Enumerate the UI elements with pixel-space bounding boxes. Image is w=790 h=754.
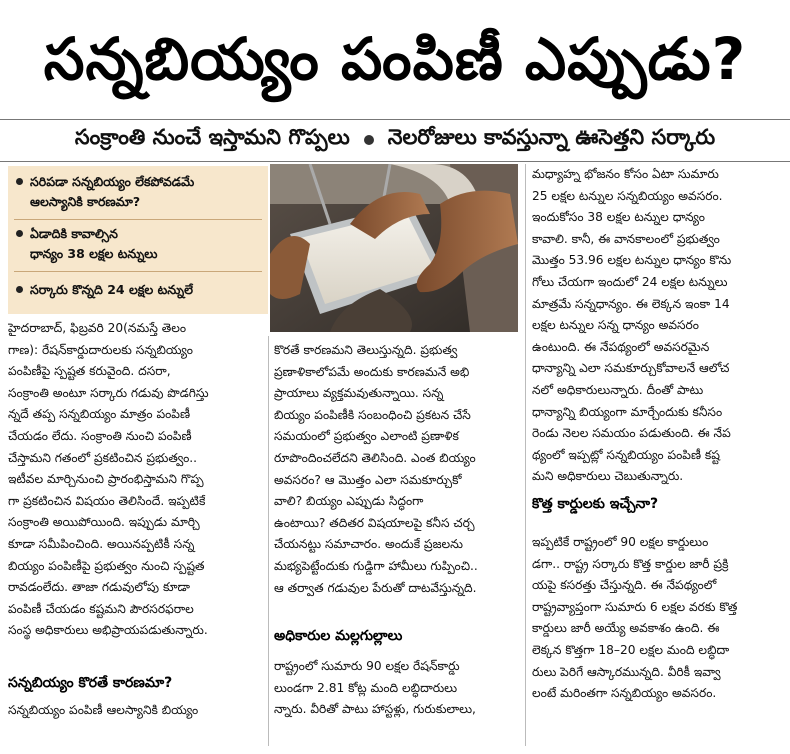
highlight-item xyxy=(8,280,268,304)
text-line: మొత్తం 53.96 లక్షల టన్నుల ధాన్యం కొను xyxy=(532,253,732,268)
divider xyxy=(14,271,262,272)
text-line: ప్రణాళికాలోపమే అందుకు కారణమనే అభి xyxy=(274,364,470,379)
highlights-box xyxy=(8,166,268,314)
text-line: సమయంలో ప్రభుత్వం ఎలాంటి ప్రణాళిక xyxy=(274,429,459,444)
highlight-line: సరిపడా సన్నబియ్యం లేకపోవడమే xyxy=(30,174,195,189)
text-line: న్నారు. వీరితో పాటు హాస్టళ్లు, గురుకులాలు, xyxy=(274,702,476,717)
text-line: ఉంటుంది. ఈ నేపథ్యంలో అవసరమైన xyxy=(532,339,710,354)
text-line: కావాలి. కానీ, ఈ వానకాలంలో ప్రభుత్వం xyxy=(532,231,720,246)
text-line: ప్రాయాలు వ్యక్తమవుతున్నాయి. సన్న xyxy=(274,386,444,401)
subheadline-left: సంక్రాంతి నుంచే ఇస్తామని గొప్పలు xyxy=(74,125,350,149)
text-line: కార్డులు జారీ అయ్యే అవకాశం ఉంది. ఈ xyxy=(532,621,720,636)
text-line: అవసరం? ఆ మొత్తం ఎలా సమకూర్చుకో xyxy=(274,472,462,487)
text-line: గోలు చేయగా ఇందులో 24 లక్షల టన్నులు xyxy=(532,274,728,289)
column-divider xyxy=(525,164,526,746)
text-line: ఉంటాయి? తదితర విషయాలపై కనీస చర్చ xyxy=(274,515,475,530)
text-line: న్నదే తప్ప సన్నబియ్యం మాత్రం పంపిణీ xyxy=(8,407,191,422)
text-line: సంక్రాంతి అంటూ సర్కారు గడువు పొడగిస్తు xyxy=(8,385,209,400)
text-line: సన్నబియ్యం పంపిణీ ఆలస్యానికి బియ్యం xyxy=(8,703,199,717)
text-line: పంపిణీ చేయడం కష్టమని పౌరసరఫరాల xyxy=(8,601,194,616)
highlight-line: సర్కారు కొన్నది 24 లక్షల టన్నులే xyxy=(30,282,193,297)
text-line: డగా.. రాష్ట్ర సర్కారు కొత్త కార్డుల జారీ ప్రక్రి xyxy=(532,556,729,571)
text-line: చేయనట్టు సమాచారం. అందుకే ప్రజలను xyxy=(274,537,463,552)
article-column-2-continued xyxy=(274,656,520,721)
text-line: చేయడం లేదు. సంక్రాంతి నుంచి పంపిణీ xyxy=(8,428,192,443)
headline: సన్నబియ్యం పంపిణీ ఎప్పుడు? xyxy=(43,25,747,93)
bullet-icon xyxy=(16,178,23,185)
text-line: మాత్రమే సన్నధాన్యం. ఈ లెక్కన ఇంకా 14 xyxy=(532,296,730,311)
text-line: రావడంలేదు. తాజా గడువులోపు కూడా xyxy=(8,580,190,595)
text-line: ధాన్యాన్ని బియ్యంగా మార్చేందుకు కనీసం xyxy=(532,404,723,419)
highlight-line: ధాన్యం 38 లక్షల టన్నులు xyxy=(30,246,158,261)
subheadline-right: నెలరోజులు కావస్తున్నా ఊసెత్తని సర్కారు xyxy=(387,125,716,149)
text-line: కొరతే కారణమని తెలుస్తున్నది. ప్రభుత్వ xyxy=(274,343,458,357)
article-column-3-continued xyxy=(532,532,784,705)
text-line: రాష్ట్రవ్యాప్తంగా సుమారు 6 లక్షల వరకు కొత్త xyxy=(532,599,738,614)
text-line: చేస్తామని గతంలో ప్రకటించిన ప్రభుత్వం.. xyxy=(8,450,198,465)
text-line: మభ్యపెట్టేందుకు గుడ్డిగా హామీలు గుప్పించి.. xyxy=(274,558,478,573)
column-divider xyxy=(268,336,269,746)
text-line: యపై కసరత్తు చేస్తున్నది. ఈ నేపథ్యంలో xyxy=(532,578,717,593)
rice-weighing-photo xyxy=(270,164,518,332)
text-line: గాణ): రేషన్‌కార్డుదారులకు సన్నబియ్యం xyxy=(8,342,193,357)
text-line: సంక్రాంతి అయిపోయింది. ఇప్పుడు మార్చి xyxy=(8,515,200,530)
text-line: మధ్యాహ్న భోజనం కోసం ఏటా సుమారు xyxy=(532,167,719,181)
bullet-icon xyxy=(364,135,374,145)
highlight-item xyxy=(8,172,268,216)
subheadline xyxy=(0,120,790,160)
section-heading: అధికారుల మల్లగుల్లాలు xyxy=(274,628,403,644)
text-line: లంటే మరింతగా సన్నబియ్యం అవసరం. xyxy=(532,686,717,701)
text-line: లక్షల టన్నుల సన్న ధాన్యం అవసరం xyxy=(532,318,699,333)
bullet-icon xyxy=(16,286,23,293)
text-line: నలో అధికారులున్నారు. దీంతో పాటు xyxy=(532,382,704,397)
text-line: లుండగా 2.81 కోట్ల మంది లబ్ధిదారులు xyxy=(274,680,458,695)
text-line: థ్యంలో ఇప్పట్లో సన్నబియ్యం పంపిణీ కష్ట xyxy=(532,447,720,462)
divider xyxy=(0,161,790,162)
text-line: వాలి? బియ్యం ఎప్పుడు సిద్ధంగా xyxy=(274,494,424,509)
article-column-2 xyxy=(274,340,520,599)
highlight-line: ఆలస్యానికి కారణమా? xyxy=(30,194,141,209)
text-line: గా ప్రకటించిన విషయం తెలిసిందే. ఇప్పటికే xyxy=(8,493,206,508)
text-line: పంపిణీపై స్పష్టత కరువైంది. దసరా, xyxy=(8,364,171,379)
text-line: ఇటీవల మార్చినుంచి ప్రారంభిస్తామని గొప్ప xyxy=(8,472,204,487)
text-line: 25 లక్షల టన్నుల సన్నబియ్యం అవసరం. xyxy=(532,188,723,203)
text-line: ధాన్యాన్ని ఎలా సమకూర్చుకోవాలనే ఆలోచ xyxy=(532,361,730,376)
article-column-1-continued xyxy=(8,700,264,722)
text-line: ఆ తర్వాత గడువుల పేరుతో దాటవేస్తున్నది. xyxy=(274,580,477,595)
text-line: బియ్యం పంపిణీకి సంబంధించి ప్రకటన చేసే xyxy=(274,407,471,422)
text-line: రెండు నెలల సమయం పడుతుంది. ఈ నేప xyxy=(532,426,731,441)
bullet-icon xyxy=(16,230,23,237)
text-line: సంస్థ అధికారులు అభిప్రాయపడుతున్నారు. xyxy=(8,623,208,638)
article-column-1 xyxy=(8,318,264,642)
text-line: లెక్కన కొత్తగా 18–20 లక్షల మంది లబ్ధిదా xyxy=(532,642,730,657)
text-line: హైదరాబాద్, ఫిబ్రవరి 20(నమస్తే తెలం xyxy=(8,321,187,335)
text-line: ఇందుకోసం 38 లక్షల టన్నుల ధాన్యం xyxy=(532,210,705,225)
text-line: కూడా సమీపించింది. అయినప్పటికీ సన్న xyxy=(8,536,195,551)
section-heading: సన్నబియ్యం కొరతే కారణమా? xyxy=(8,675,173,691)
text-line: రులు పెరిగే ఆస్కారమున్నది. వీరికీ ఇవ్వా xyxy=(532,664,721,679)
text-line: ఇప్పటికే రాష్ట్రంలో 90 లక్షల కార్డులుం xyxy=(532,535,709,549)
highlight-item xyxy=(8,224,268,268)
text-line: మని అధికారులు చెబుతున్నారు. xyxy=(532,469,684,484)
text-line: రూపొందించలేదని తెలిసింది. ఎంత బియ్యం xyxy=(274,450,476,465)
section-heading: కొత్త కార్డులకు ఇచ్చేనా? xyxy=(532,496,659,512)
highlight-line: ఏడాదికి కావాల్సిన xyxy=(30,226,118,241)
text-line: బియ్యం పంపిణీపై ప్రభుత్వం నుంచి స్పష్టత xyxy=(8,558,205,573)
article-column-3 xyxy=(532,164,784,488)
text-line: రాష్ట్రంలో సుమారు 90 లక్షల రేషన్‌కార్డు xyxy=(274,659,460,673)
divider xyxy=(14,219,262,220)
